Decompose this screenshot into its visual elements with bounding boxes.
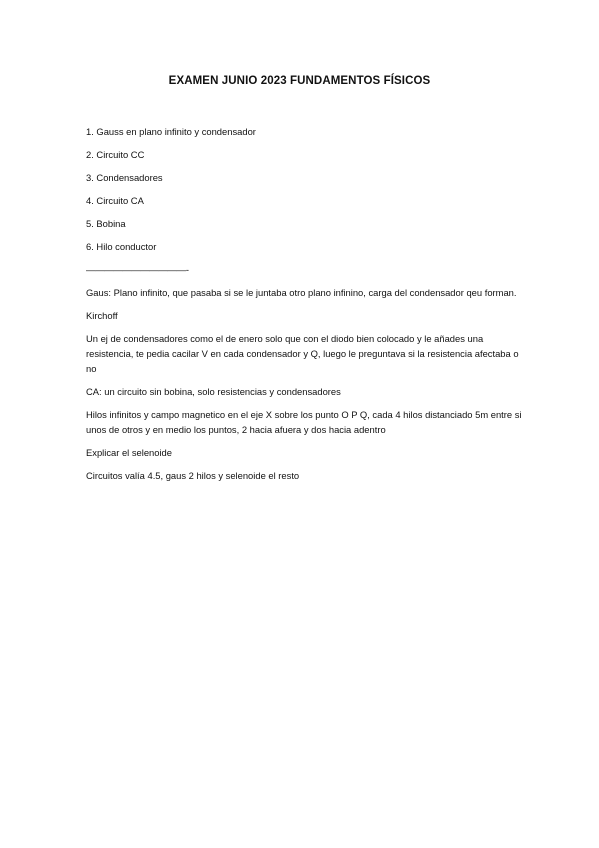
paragraph-capacitors: Un ej de condensadores como el de enero solo que con el diodo bien colocado y le añades una resistencia, te pedia cacilar V en cada condensador y Q, luego le preguntava si la resistencia afectaba o no xyxy=(86,333,519,374)
paragraph-gauss: Gaus: Plano infinito, que pasaba si se le juntaba otro plano infinino, carga del condensador qeu forman. xyxy=(86,287,517,298)
list-item: 3. Condensadores xyxy=(86,172,163,183)
list-item: 4. Circuito CA xyxy=(86,195,144,206)
list-item: 6. Hilo conductor xyxy=(86,241,157,252)
list-item: 1. Gauss en plano infinito y condensador xyxy=(86,126,256,137)
list-item: 5. Bobina xyxy=(86,218,126,229)
document-title: EXAMEN JUNIO 2023 FUNDAMENTOS FÍSICOS xyxy=(168,75,431,87)
paragraph-kirchoff: Kirchoff xyxy=(86,310,118,321)
document-body xyxy=(86,124,526,491)
paragraph-grading: Circuitos valía 4.5, gaus 2 hilos y selenoide el resto xyxy=(86,470,300,481)
paragraph-wires: Hilos infinitos y campo magnetico en el eje X sobre los punto O P Q, cada 4 hilos distanciado 5m entre si unos de otros y en medio los puntos, 2 hacia afuera y dos hacia adentro xyxy=(86,409,522,435)
separator-line: ———————————- xyxy=(86,264,189,275)
paragraph-ac-circuit: CA: un circuito sin bobina, solo resistencias y condensadores xyxy=(86,386,341,397)
list-item: 2. Circuito CC xyxy=(86,149,145,160)
paragraph-solenoid: Explicar el selenoide xyxy=(86,447,172,458)
